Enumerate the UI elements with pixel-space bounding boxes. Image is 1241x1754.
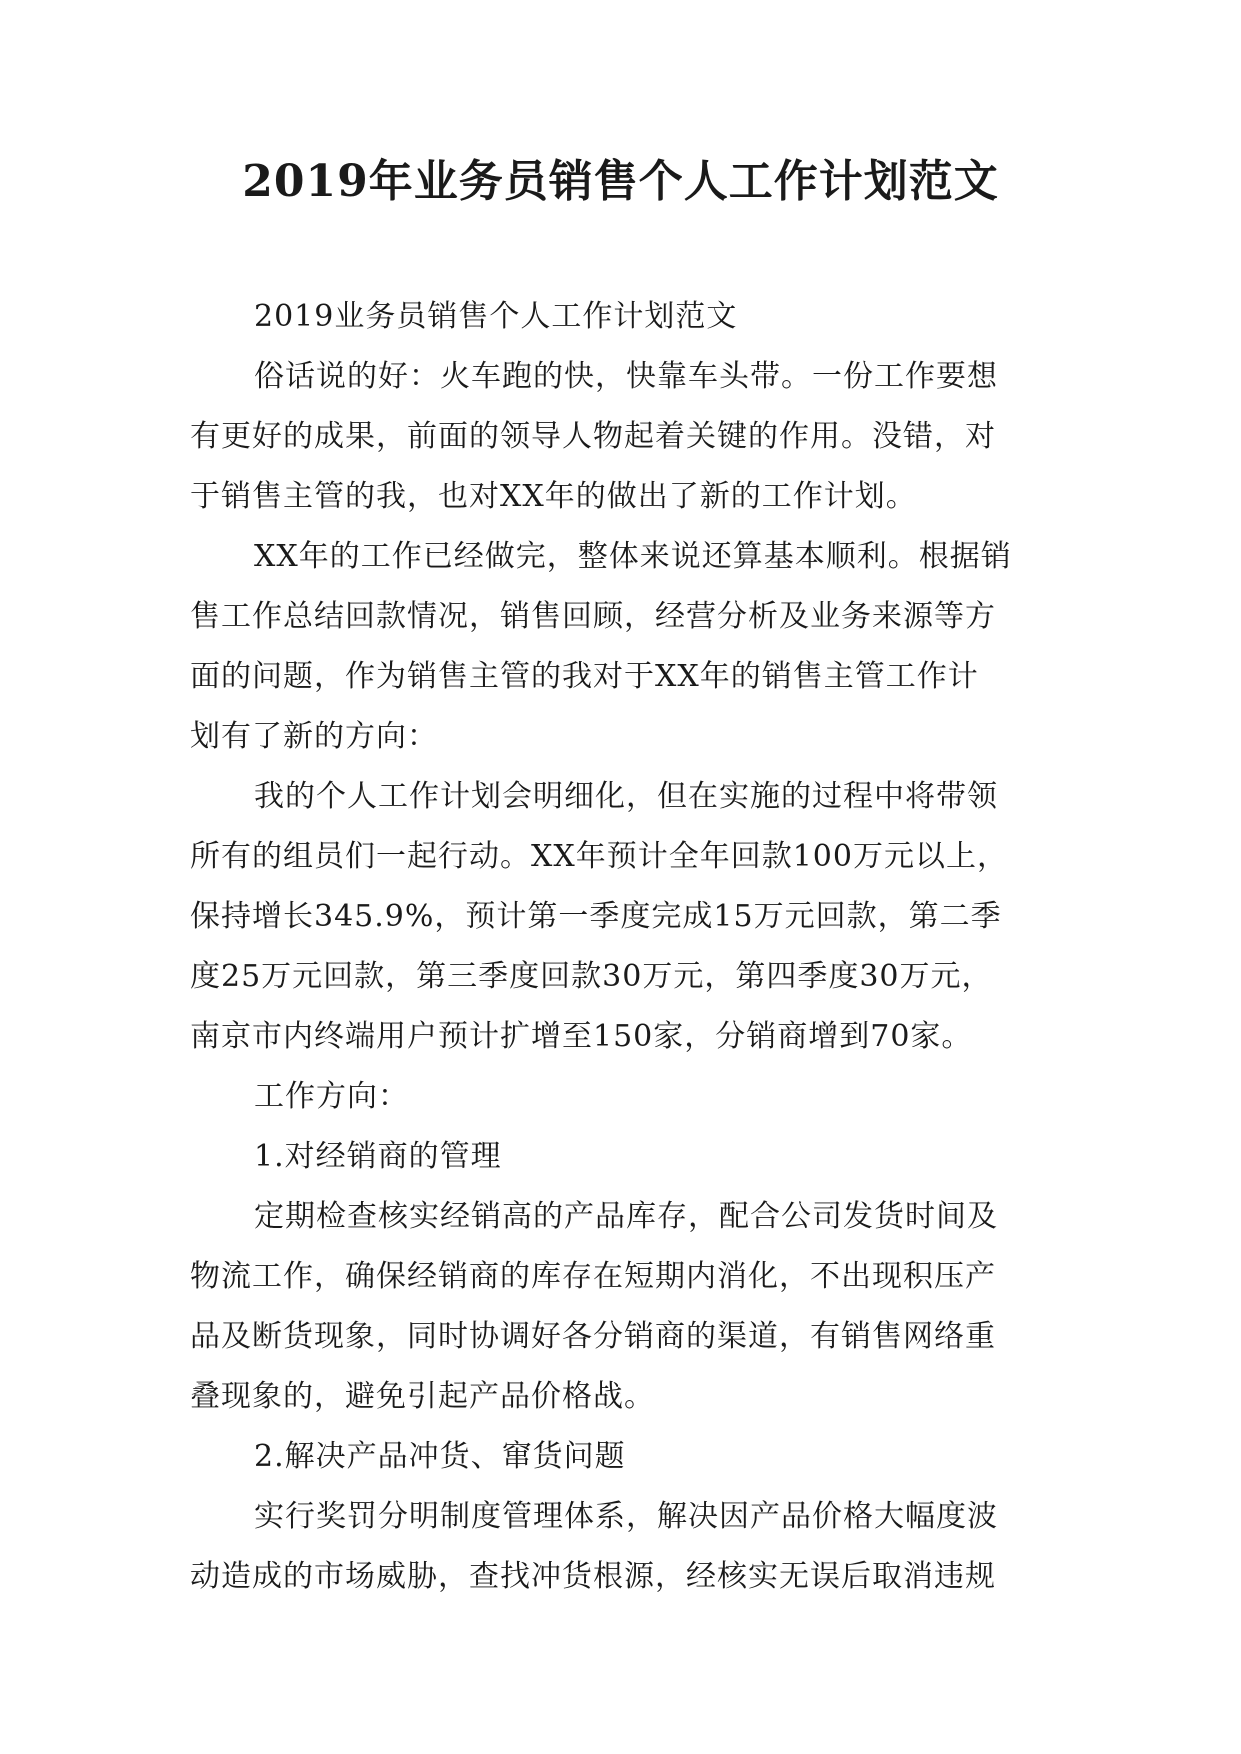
body-line: 2019业务员销售个人工作计划范文	[254, 299, 738, 334]
body-line: 划有了新的方向：	[190, 719, 438, 754]
body-line: 所有的组员们一起行动。XX年预计全年回款100万元以上，	[190, 839, 1008, 874]
body-line: 实行奖罚分明制度管理体系，解决因产品价格大幅度波	[254, 1499, 998, 1534]
body-line: XX年的工作已经做完，整体来说还算基本顺利。根据销	[254, 539, 1012, 574]
body-line: 保持增长345.9%，预计第一季度完成15万元回款，第二季	[190, 899, 1002, 934]
body-line: 南京市内终端用户预计扩增至150家，分销商增到70家。	[190, 1019, 973, 1054]
body-line: 俗话说的好：火车跑的快，快靠车头带。一份工作要想	[254, 359, 998, 394]
body-line: 品及断货现象，同时协调好各分销商的渠道，有销售网络重	[190, 1319, 996, 1354]
body-line: 于销售主管的我，也对XX年的做出了新的工作计划。	[190, 479, 917, 514]
subsection-heading: 1.对经销商的管理	[254, 1139, 502, 1174]
body-line: 有更好的成果，前面的领导人物起着关键的作用。没错，对	[190, 419, 996, 454]
document-title: 2019年业务员销售个人工作计划范文	[242, 156, 999, 207]
body-line: 我的个人工作计划会明细化，但在实施的过程中将带领	[254, 779, 998, 814]
document-body	[190, 287, 1070, 1607]
body-line: 度25万元回款，第三季度回款30万元，第四季度30万元，	[190, 959, 993, 994]
body-line: 叠现象的，避免引起产品价格战。	[190, 1379, 655, 1414]
body-line: 面的问题，作为销售主管的我对于XX年的销售主管工作计	[190, 659, 979, 694]
subsection-heading: 2.解决产品冲货、窜货问题	[254, 1439, 626, 1474]
body-line: 定期检查核实经销高的产品库存，配合公司发货时间及	[254, 1199, 998, 1234]
body-line: 售工作总结回款情况，销售回顾，经营分析及业务来源等方	[190, 599, 996, 634]
section-heading: 工作方向：	[254, 1079, 409, 1114]
body-line: 物流工作，确保经销商的库存在短期内消化，不出现积压产	[190, 1259, 996, 1294]
body-line: 动造成的市场威胁，查找冲货根源，经核实无误后取消违规	[190, 1559, 996, 1594]
